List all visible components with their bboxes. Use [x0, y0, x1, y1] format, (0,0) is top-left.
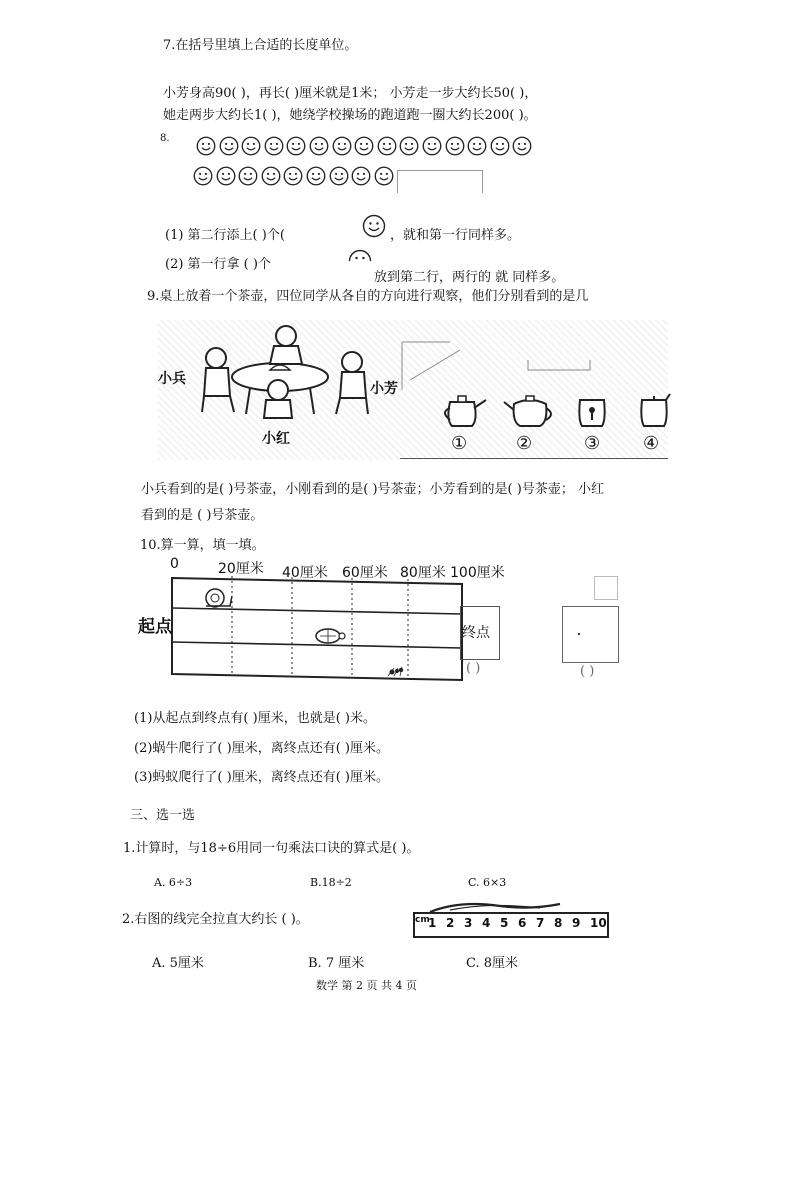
smiley-icon [329, 166, 349, 186]
smiley-icon [512, 136, 532, 156]
smiley-icon [490, 136, 510, 156]
q10-sub2: (2)蜗牛爬行了( )厘米，离终点还有( )厘米。 [134, 741, 389, 756]
curved-line [420, 898, 570, 918]
q7-line2: 她走两步大约长1( )，她绕学校操场的跑道跑一圈大约长200( )。 [163, 108, 537, 123]
s3-q1-option-c: C. 6×3 [468, 876, 507, 889]
q7-line1: 小芳身高90( )，再长( )厘米就是1米； 小芳走一步大约长50( )， [163, 86, 538, 101]
smiley-icon [332, 136, 352, 156]
pot-label-2: ② [516, 433, 533, 454]
q8-sub2-end: 放到第二行，两行的 就 同样多。 [374, 270, 565, 285]
ruler-tick: 6 [518, 916, 527, 930]
s3-q1-option-a: A. 6÷3 [154, 876, 193, 889]
ruler-tick: 8 [554, 916, 563, 930]
page-footer: 数学 第 2 页 共 4 页 [316, 979, 417, 992]
right-blank: ( ) [580, 664, 595, 679]
right-box [562, 606, 619, 663]
q8-number: 8. [160, 133, 170, 144]
ruler-tick: 9 [572, 916, 581, 930]
smiley-icon [377, 136, 397, 156]
smiley-icon [196, 136, 216, 156]
scale-20: 20厘米 [218, 561, 264, 577]
smiley-icon [309, 136, 329, 156]
smiley-icon [306, 166, 326, 186]
smiley-icon [354, 136, 374, 156]
smiley-icon [193, 166, 213, 186]
teapot-bracket-lines [400, 340, 670, 400]
s3-q1-option-b: B.18÷2 [310, 876, 352, 889]
smiley-icon [286, 136, 306, 156]
label-xiaofang: 小芳 [370, 381, 398, 397]
s3-q2-option-b: B. 7 厘米 [308, 956, 365, 971]
q9-title: 9.桌上放着一个茶壶，四位同学从各自的方向进行观察，他们分别看到的是几 [147, 289, 589, 304]
q8-sub2: (2) 第一行拿 ( )个 [165, 257, 271, 272]
ruler-unit: cm [415, 915, 430, 925]
pot-label-4: ④ [643, 433, 660, 454]
q7-title: 7.在括号里填上合适的长度单位。 [163, 38, 358, 53]
smiley-icon [399, 136, 419, 156]
q8-sub1-end: ，就和第一行同样多。 [390, 228, 521, 243]
smiley-icon [241, 136, 261, 156]
end-blank: ( ) [466, 661, 481, 676]
right-box-dot [578, 633, 580, 635]
s3-q1: 1.计算时，与18÷6用同一句乘法口诀的算式是( )。 [123, 841, 420, 856]
ruler-tick: 4 [482, 916, 491, 930]
s3-q2-option-c: C. 8厘米 [466, 956, 519, 971]
ruler-tick: 2 [446, 916, 455, 930]
smiley-icon [467, 136, 487, 156]
smiley-inline-icon [362, 214, 386, 238]
label-xiaobing: 小兵 [158, 371, 186, 387]
smiley-icon [219, 136, 239, 156]
ruler-tick: 1 [428, 916, 437, 930]
pot-label-3: ③ [584, 433, 601, 454]
smiley-icon [283, 166, 303, 186]
q9-bottom-line [400, 458, 668, 459]
ruler-tick: 5 [500, 916, 509, 930]
s3-q2: 2.右图的线完全拉直大约长 ( )。 [122, 912, 309, 927]
ruler-tick: 10 [590, 916, 607, 930]
smiley-icon [238, 166, 258, 186]
ruler-ticks [428, 916, 608, 930]
table-scene-illustration [180, 322, 380, 422]
scale-80: 80厘米 [400, 565, 446, 581]
ghost-box-top [594, 576, 618, 600]
label-xiaohong: 小红 [262, 431, 290, 447]
smiley-icon [264, 136, 284, 156]
scale-100: 100厘米 [450, 565, 505, 581]
smiley-half-icon [348, 248, 372, 262]
scale-40: 40厘米 [282, 565, 328, 581]
ruler-tick: 7 [536, 916, 545, 930]
smiley-icon [422, 136, 442, 156]
q10-sub1: (1)从起点到终点有( )厘米，也就是( )米。 [134, 711, 376, 726]
s3-q2-option-a: A. 5厘米 [152, 956, 204, 971]
q9-answer1: 小兵看到的是( )号茶壶，小刚看到的是( )号茶壶；小芳看到的是( )号茶壶； 小红 [141, 482, 604, 497]
scale-0: 0 [170, 556, 179, 572]
smiley-icon [216, 166, 236, 186]
q10-sub3: (3)蚂蚁爬行了( )厘米，离终点还有( )厘米。 [134, 770, 389, 785]
q10-title: 10.算一算，填一填。 [140, 538, 265, 553]
end-label: 终点 [462, 625, 490, 641]
smiley-icon [261, 166, 281, 186]
start-label: 起点 [138, 617, 172, 637]
smiley-icon [351, 166, 371, 186]
smiley-icon [445, 136, 465, 156]
scale-60: 60厘米 [342, 565, 388, 581]
smiley-icon [374, 166, 394, 186]
section3-heading: 三、选一选 [130, 808, 196, 823]
ruler-tick: 3 [464, 916, 473, 930]
track-diagram [170, 570, 470, 690]
pot-label-1: ① [451, 433, 468, 454]
q9-answer2: 看到的是 ( )号茶壶。 [141, 508, 264, 523]
q8-sub1: (1) 第二行添上( )个( [165, 228, 285, 243]
q8-gray-box [397, 170, 483, 193]
